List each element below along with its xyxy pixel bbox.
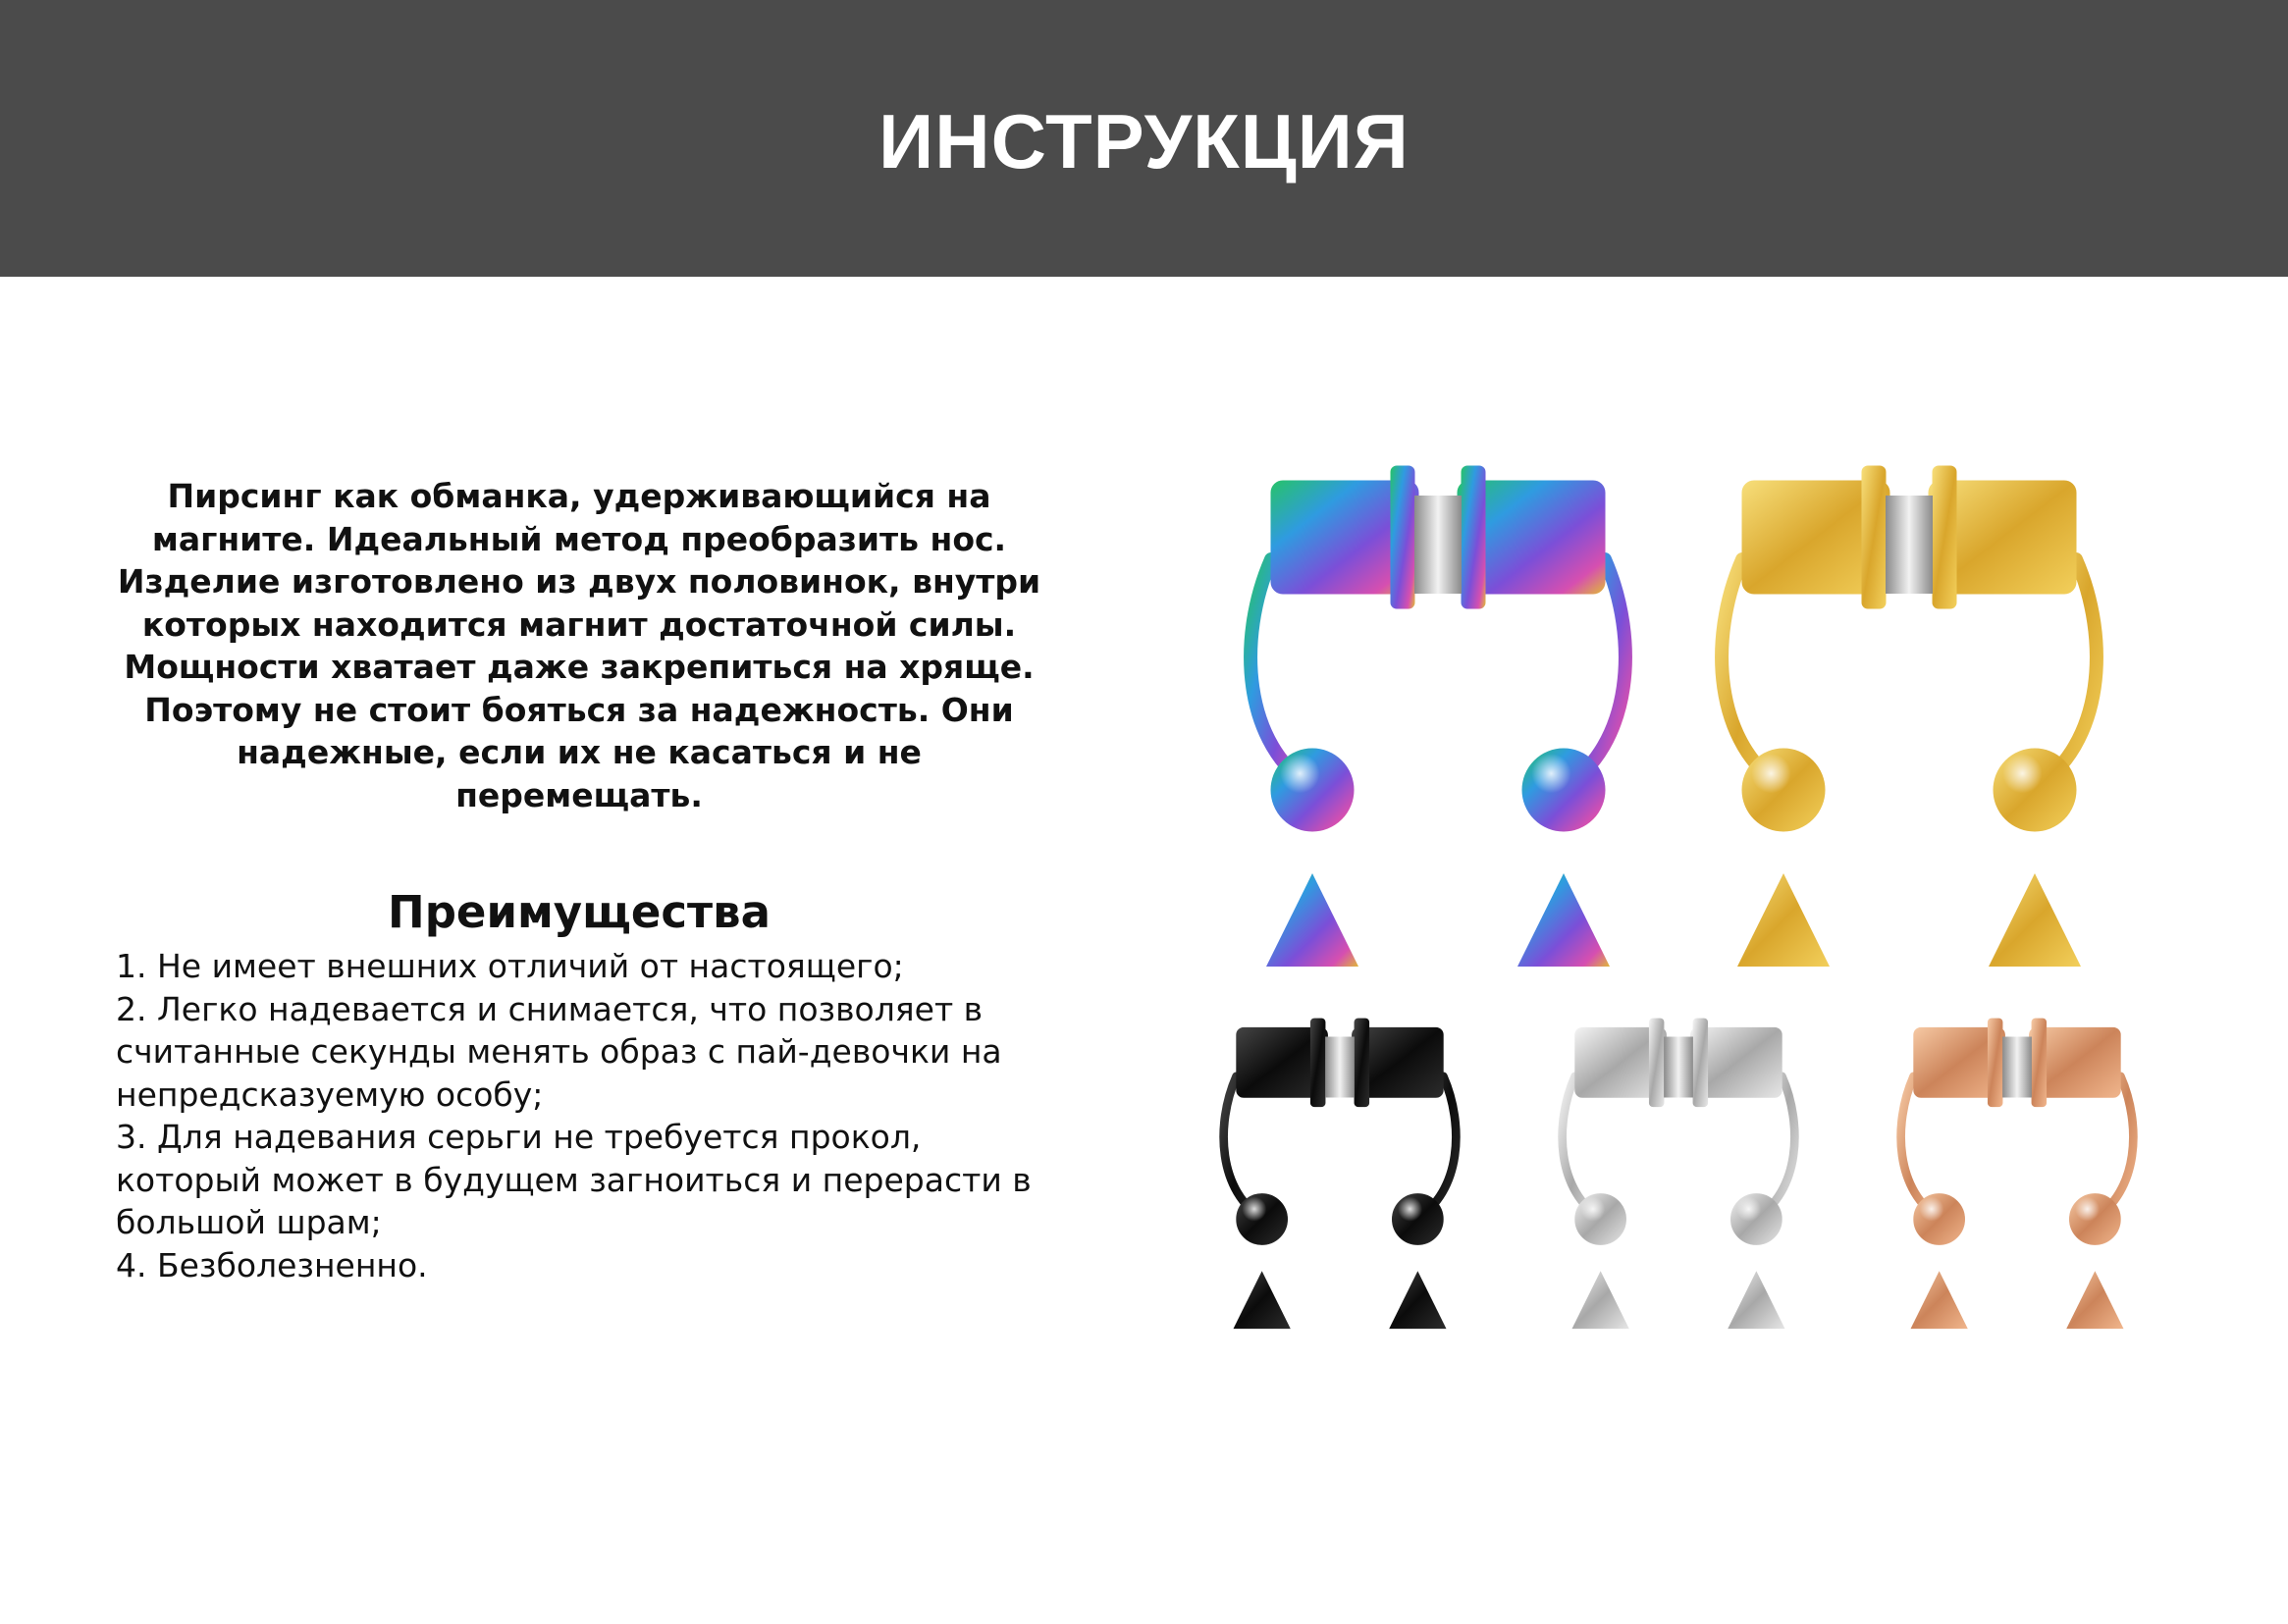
header-banner — [0, 0, 2288, 277]
intro-paragraph: Пирсинг как обманка, удерживающийся на магните. Идеальный метод преобразить нос. Изделие изготовлено из двух половинок, внутри которых находится магнит достаточной силы. Мощности хватает даже закрепиться на хряще. Поэтому не стоит бояться за надежность. Они надежные, если их не касаться и не перемещать. — [117, 477, 1041, 814]
rose-gold-piercing — [1901, 1019, 2134, 1329]
advantage-item: 3. Для надевания серьги не требуется прокол, который может в будущем загноиться и перерасти в большой шрам; — [116, 1118, 1032, 1241]
black-piercing — [1224, 1019, 1457, 1329]
page-title: ИНСТРУКЦИЯ — [878, 97, 1410, 184]
advantage-item: 4. Безболезненно. — [116, 1245, 428, 1284]
advantages-list — [116, 945, 1058, 1286]
advantage-item: 2. Легко надевается и снимается, что позволяет в считанные секунды менять образ с пай-девочки на непредсказуемую особу; — [116, 989, 1002, 1114]
rainbow-piercing — [1250, 466, 1625, 967]
silver-piercing — [1563, 1019, 1795, 1329]
advantages-title: Преимущества — [388, 886, 771, 938]
product-image — [1197, 412, 2159, 1374]
advantage-item: 1. Не имеет внешних отличий от настоящего; — [116, 947, 904, 985]
gold-piercing — [1722, 466, 2097, 967]
